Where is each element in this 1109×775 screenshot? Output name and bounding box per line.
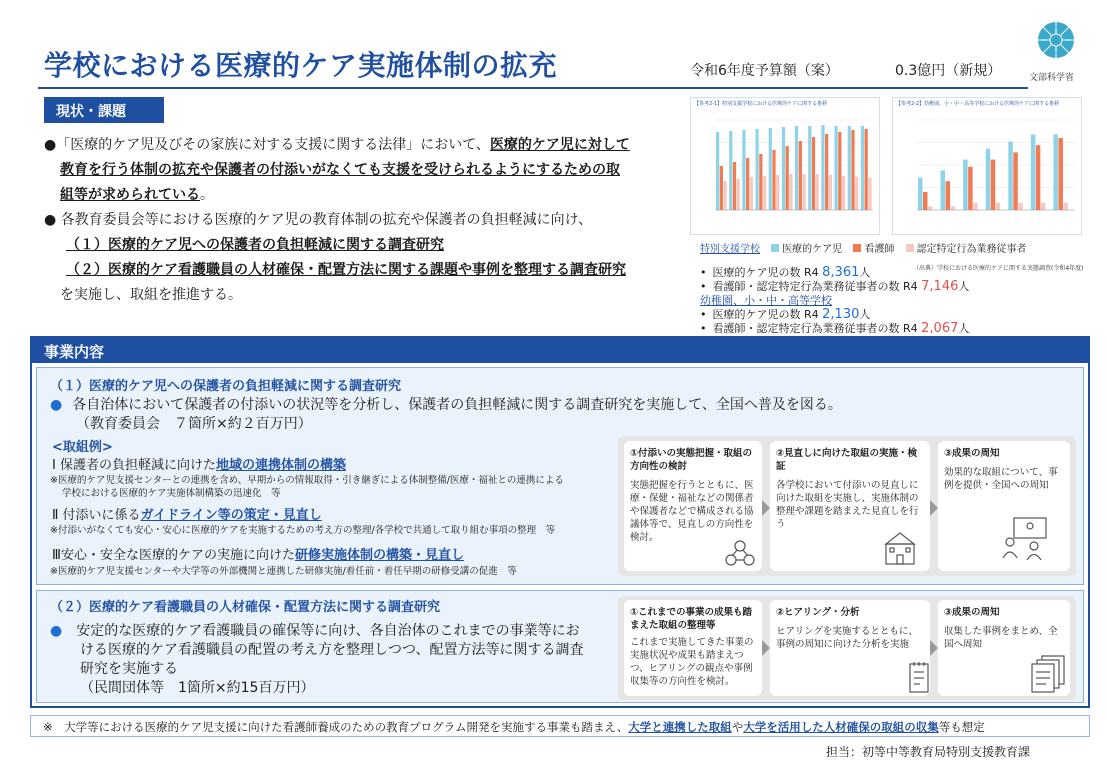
status-paragraph-1: ●「医療的ケア児及びその家族に対する支援に関する法律」において、医療的ケア児に対して xyxy=(44,137,630,153)
chart-bar xyxy=(720,166,723,210)
chart-bar xyxy=(968,167,973,210)
chart-bar xyxy=(756,129,759,210)
chart-bar xyxy=(1041,203,1046,210)
chart-bar xyxy=(838,132,841,210)
ministry-name: 文部科学省 xyxy=(1029,73,1075,83)
s1-step-1: ①付添いの実態把握・取組の方向性の検討 実態把握を行うとともに、医療・保健・福祉などの関係者や保護者などで構成される協議体等で、見直しの方向性を検討。 xyxy=(624,441,762,571)
chart-bar xyxy=(733,162,736,210)
chart-bar xyxy=(746,158,749,210)
title-divider xyxy=(38,87,1028,89)
stats-source: （出典）学校における医療的ケアに関する実態調査(令和4年度) xyxy=(913,265,1084,272)
legend-swatch-staff xyxy=(906,244,914,252)
status-paragraph-1-cont: 教育を行う体制の拡充や保護者の付添いがなくても支援を受けられるようにするための取 xyxy=(60,162,620,178)
chart-bar xyxy=(759,154,762,210)
stat-sp-staff: • 看護師・認定特定行為業務従事者の数 R4 7,146人 xyxy=(700,280,969,294)
legend-staff: 認定特定行為業務従事者 xyxy=(916,244,1027,255)
people-network-icon xyxy=(722,538,758,568)
chart-bar xyxy=(918,178,923,210)
chart-bar xyxy=(1031,134,1036,210)
presentation-icon xyxy=(1000,516,1050,560)
section-1-title: （１）医療的ケア児への保護者の負担軽減に関する調査研究 xyxy=(50,379,402,394)
chart-bar xyxy=(951,206,956,210)
chart-bar xyxy=(1018,203,1023,210)
footer-note: ※ 大学等における医療的ケア児支援に向けた看護師養成のための教育プログラム開発を実施する事業も踏まえ、大学と連携した取組や大学を活用した人材確保の取組の収集等も想定 xyxy=(30,715,1090,737)
chart-bar xyxy=(986,149,991,210)
example-2-note: ※付添いがなくても安心・安心に医療的ケアを実施するための考え方の整理/各学校で共通して取り組む事項の整理 等 xyxy=(50,525,556,536)
chart-bar xyxy=(799,141,802,210)
section-2-title: （２）医療的ケア看護職員の人材確保・配置方法に関する調査研究 xyxy=(50,600,441,615)
s1-step-3: ③成果の周知 効果的な取組について、事例を提供・全国への周知 xyxy=(938,441,1070,571)
contact-department: 担当：初等中等教育局特別支援教育課 xyxy=(826,745,1031,759)
chart-special-schools: 【参考2-1】特別支援学校における医療的ケアに関する推移 xyxy=(690,97,880,235)
stat-category-2: 幼稚園、小・中・高等学校 xyxy=(700,294,832,307)
status-paragraph-1-end: 組等が求められている。 xyxy=(60,187,214,203)
chart-bar xyxy=(1058,138,1063,210)
example-3-note: ※医療的ケア児支援センターや大学等の外部機関と連携した研修実施/着任前・着任早期の研修受講の促進 等 xyxy=(50,566,517,577)
example-1: Ⅰ 保護者の負担軽減に向けた地域の連携体制の構築 xyxy=(52,458,346,473)
chart-bar xyxy=(923,192,928,210)
chart-bar xyxy=(855,177,858,210)
chart-bar xyxy=(795,126,798,210)
legend-category: 特別支援学校 xyxy=(700,244,760,255)
chart-bar xyxy=(1063,203,1068,210)
chart-bar xyxy=(821,125,824,210)
chart-bar xyxy=(750,177,753,210)
chart-bar xyxy=(865,129,868,210)
chart-bar xyxy=(946,181,951,210)
s2-step-1: ①これまでの事業の成果も踏まえた取組の整理等 これまで実施してきた事業の実施状況や成果も踏まえつつ、ヒアリングの観点や事例収集等の方向性を検討。 xyxy=(624,600,762,696)
chart-bar xyxy=(851,130,854,210)
chart-2-plot xyxy=(893,98,1083,236)
chart-bar xyxy=(723,181,726,210)
legend-swatch-nurses xyxy=(853,244,861,252)
arrow-right-icon xyxy=(762,500,770,516)
chart-bar xyxy=(928,206,933,210)
legend-nurses: 看護師 xyxy=(864,244,895,255)
chart-bar xyxy=(816,174,819,210)
status-paragraph-3: を実施し、取組を推進する。 xyxy=(60,287,242,303)
chart-legend xyxy=(700,240,1027,255)
chart-bar xyxy=(868,178,871,210)
stat-k-staff: • 看護師・認定特定行為業務従事者の数 R4 2,067人 xyxy=(700,322,969,336)
chart-bar xyxy=(1036,145,1041,210)
page-title: 学校における医療的ケア実施体制の拡充 xyxy=(44,49,558,82)
example-1-note-1: ※医療的ケア児支援センターとの連携を含め、早期からの情報取得・引き継ぎによる体制整備/医療・福祉との連携による xyxy=(50,475,564,486)
chart-bar xyxy=(786,146,789,210)
chart-bar xyxy=(802,174,805,210)
notepad-icon xyxy=(908,660,932,694)
chart-bar xyxy=(848,126,851,210)
chart-bar xyxy=(763,176,766,210)
chart-bar xyxy=(829,175,832,210)
chart-bar xyxy=(776,175,779,210)
chart-bar xyxy=(729,131,732,210)
bullet-dot-icon: ● xyxy=(50,623,63,639)
legend-children: 医療的ケア児 xyxy=(782,244,843,255)
section-1-bullet: ● 各自治体において保護者の付添いの状況等を分析し、保護者の負担軽減に関する調査研究を実施して、全国へ普及を図る。 （教育委員会 ７箇所×約２百万円） xyxy=(50,397,842,432)
documents-icon xyxy=(1028,654,1068,694)
s2-step-3: ③成果の周知 収集した事例をまとめ、全国へ周知 xyxy=(938,600,1070,696)
budget-value: 0.3億円（新規） xyxy=(895,63,1002,79)
chart-bar xyxy=(973,203,978,210)
status-badge: 現状・課題 xyxy=(44,97,164,123)
chart-bar xyxy=(716,132,719,210)
example-1-note-2: 学校における医療的ケア実施体制構築の迅速化 等 xyxy=(62,488,281,499)
example-2: Ⅱ 付添いに係るガイドライン等の策定・見直し xyxy=(52,508,322,523)
bullet-dot-icon: ● xyxy=(50,397,63,413)
project-header: 事業内容 xyxy=(30,336,1090,363)
chart-bar xyxy=(991,160,996,210)
s1-step-2: ②見直しに向けた取組の実施・検証 各学校において付添いの見直しに向けた取組を実施し、実施体制の整理や課題を踏まえた見直しを行う xyxy=(770,441,930,571)
chart-bar xyxy=(742,130,745,210)
section-2-bullet: ● 安定的な医療的ケア看護職員の確保等に向け、各自治体のこれまでの事業等にお ける医療的ケア看護職員の配置の考え方を整理しつつ、配置方法等に関する調査 研究を実施する （民間団体等 1箇所×約15百万円） xyxy=(50,623,584,696)
arrow-right-icon xyxy=(762,640,770,656)
status-item-1: （１）医療的ケア児への保護者の負担軽減に関する調査研究 xyxy=(66,237,444,253)
status-paragraph-2: ● 各教育委員会等における医療的ケア児の教育体制の拡充や保護者の負担軽減に向け、 xyxy=(44,212,593,228)
legend-swatch-children xyxy=(771,244,779,252)
examples-heading: <取組例> xyxy=(52,440,113,455)
chart-bar xyxy=(737,179,740,210)
chart-bar xyxy=(1053,134,1058,210)
chart-bar xyxy=(772,150,775,210)
chart-bar xyxy=(963,160,968,210)
chart-bar xyxy=(1013,152,1018,210)
chart-bar xyxy=(941,170,946,210)
chart-bar xyxy=(835,126,838,210)
mext-logo-icon xyxy=(1036,20,1076,60)
arrow-right-icon xyxy=(930,640,938,656)
chart-bar xyxy=(812,137,815,210)
chart-bar xyxy=(842,176,845,210)
stat-sp-children: • 医療的ケア児の数 R4 8,361人 xyxy=(700,266,969,280)
chart-bar xyxy=(861,126,864,210)
chart-bar xyxy=(789,174,792,210)
school-building-icon xyxy=(882,530,918,566)
status-item-2: （２）医療的ケア看護職員の人材確保・配置方法に関する課題や事例を整理する調査研究 xyxy=(66,262,626,278)
chart-bar xyxy=(1008,142,1013,210)
status-text xyxy=(44,133,674,308)
chart-1-plot xyxy=(691,98,881,236)
chart-bar xyxy=(808,126,811,210)
arrow-right-icon xyxy=(930,500,938,516)
chart-bar xyxy=(996,203,1001,210)
budget-label: 令和6年度予算額（案） xyxy=(690,63,839,79)
example-3: Ⅲ安心・安全な医療的ケアの実施に向けた研修実施体制の構築・見直し xyxy=(52,548,464,563)
chart-bar xyxy=(825,134,828,210)
s2-step-2: ②ヒアリング・分析 ヒアリングを実施するとともに、事例の周知に向けた分析を実施 xyxy=(770,600,930,696)
stat-k-children: • 医療的ケア児の数 R4 2,130人 xyxy=(700,308,969,322)
chart-bar xyxy=(782,127,785,210)
chart-regular-schools: 【参考2-2】幼稚園、小・中・高等学校における医療的ケアに関する推移 xyxy=(892,97,1082,235)
chart-bar xyxy=(769,128,772,210)
